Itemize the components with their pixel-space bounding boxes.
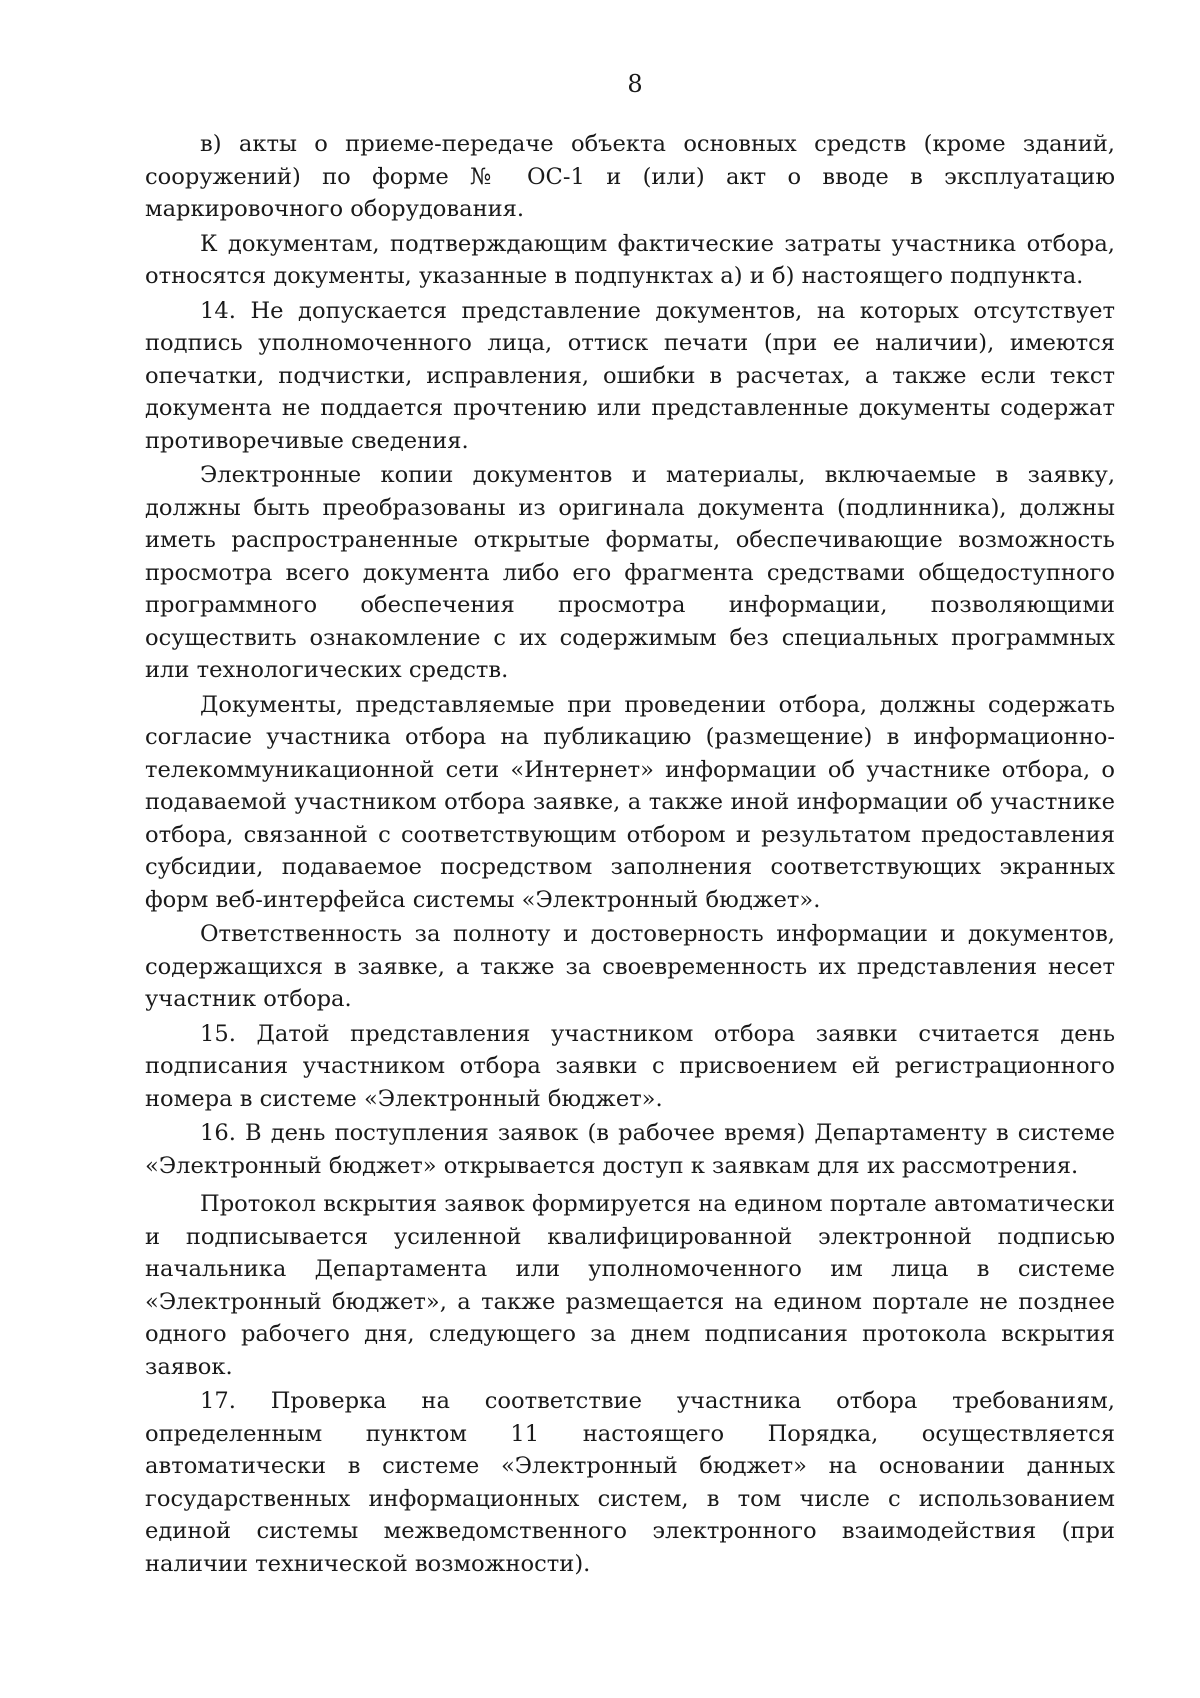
paragraph-cost-documents: К документам, подтверждающим фактические затраты участника отбора, относятся документы, указанные в подпунктах а) и б) настоящего подпункта.: [145, 230, 1115, 289]
paragraph-item-16: 16. В день поступления заявок (в рабочее время) Департаменту в системе «Электронный бюджет» открывается доступ к заявкам для их рассмотрения.: [145, 1120, 1115, 1179]
document-body: [145, 128, 1115, 1580]
paragraph-acts-os1: в) акты о приеме-передаче объекта основных средств (кроме зданий, сооружений) по форме № ОС-1 и (или) акт о вводе в эксплуатацию маркировочного оборудования.: [145, 131, 1115, 222]
paragraph-publication-consent: Документы, представляемые при проведении отбора, должны содержать согласие участника отбора на публикацию (размещение) в информационно-телекоммуникационной сети «Интернет» информации об участнике отбора, о подаваемой участником отбора заявке, а также иной информации об участнике отбора, связанной с соответствующим отбором и результатом предоставления субсидии, подаваемое посредством заполнения соответствующих экранных форм веб-интерфейса системы «Электронный бюджет».: [145, 691, 1115, 913]
paragraph-item-15: 15. Датой представления участником отбора заявки считается день подписания участником отбора заявки с присвоением ей регистрационного номера в системе «Электронный бюджет».: [145, 1020, 1115, 1112]
page-number: 8: [627, 70, 643, 98]
paragraph-opening-protocol: Протокол вскрытия заявок формируется на едином портале автоматически и подписывается усиленной квалифицированной электронной подписью начальника Департамента или уполномоченного им лица в системе «Электронный бюджет», а также размещается на едином портале не позднее одного рабочего дня, следующего за днем подписания протокола вскрытия заявок.: [145, 1191, 1115, 1380]
paragraph-responsibility: Ответственность за полноту и достоверность информации и документов, содержащихся в заявке, а также за своевременность их представления несет участник отбора.: [145, 921, 1115, 1012]
paragraph-item-14: 14. Не допускается представление документов, на которых отсутствует подпись уполномоченного лица, оттиск печати (при ее наличии), имеются опечатки, подчистки, исправления, ошибки в расчетах, а также если текст документа не поддается прочтению или представленные документы содержат противоречивые сведения.: [145, 297, 1115, 454]
paragraph-electronic-copies: Электронные копии документов и материалы, включаемые в заявку, должны быть преобразованы из оригинала документа (подлинника), должны иметь распространенные открытые форматы, обеспечивающие возможность просмотра всего документа либо его фрагмента средствами общедоступного программного обеспечения просмотра информации, позволяющими осуществить ознакомление с их содержимым без специальных программных или технологических средств.: [145, 462, 1115, 683]
paragraph-item-17: 17. Проверка на соответствие участника отбора требованиям, определенным пунктом 11 настоящего Порядка, осуществляется автоматически в системе «Электронный бюджет» на основании данных государственных информационных систем, в том числе с использованием единой системы межведомственного электронного взаимодействия (при наличии технической возможности).: [145, 1388, 1115, 1577]
